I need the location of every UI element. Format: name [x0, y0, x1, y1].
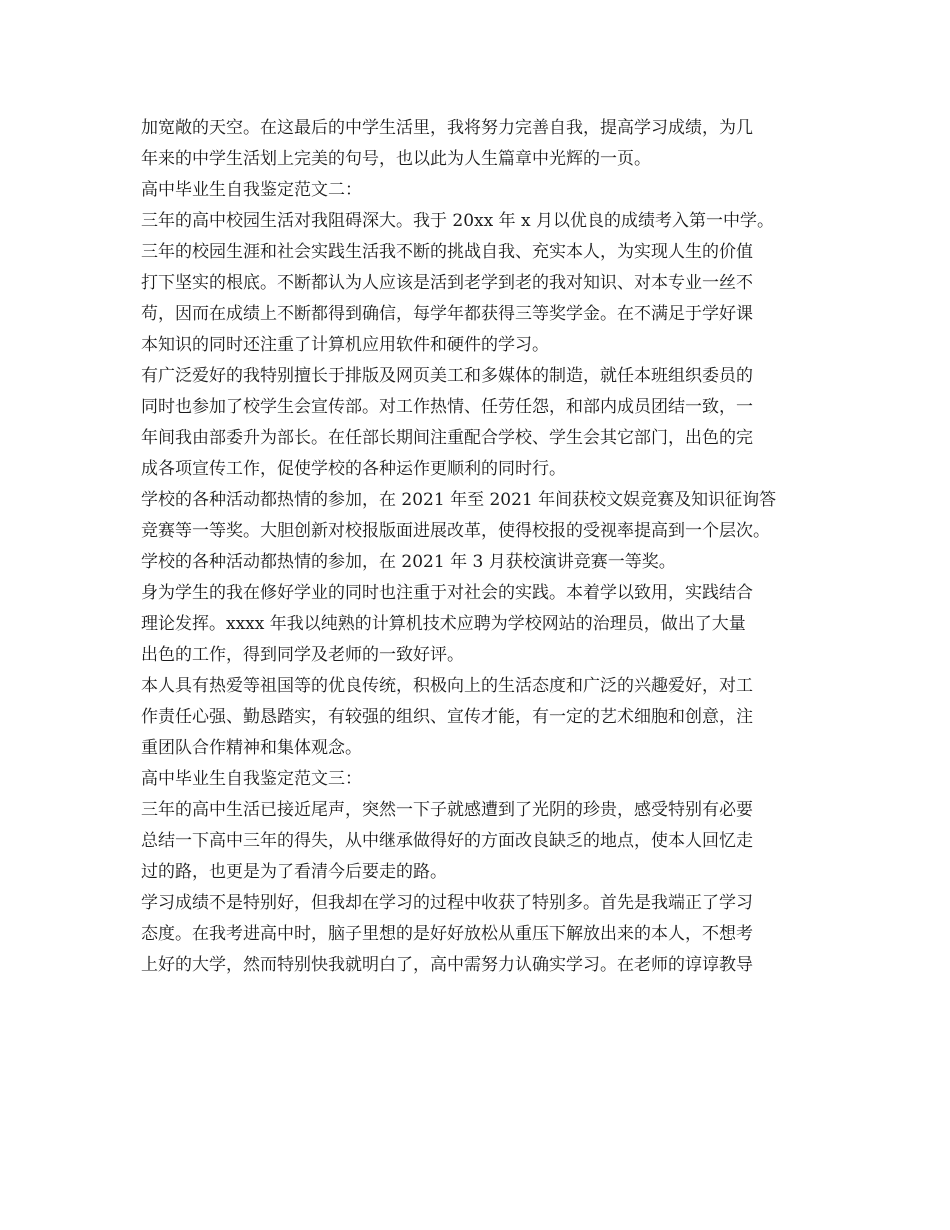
text-line: 三年的高中生活已接近尾声，突然一下子就感遭到了光阴的珍贵，感受特别有必要 [141, 800, 753, 820]
text-line: 竞赛等一等奖。大胆创新对校报版面进展改革，使得校报的受视率提高到一个层次。 [141, 521, 770, 541]
text-line: 成各项宣传工作，促使学校的各种运作更顺利的同时行。 [141, 459, 566, 479]
text-line: 总结一下高中三年的得失，从中继承做得好的方面改良缺乏的地点，使本人回忆走 [141, 831, 753, 851]
text-line: 年来的中学生活划上完美的句号，也以此为人生篇章中光辉的一页。 [141, 149, 651, 169]
text-line: 学校的各种活动都热情的参加，在 2021 年至 2021 年间获校文娱竞赛及知识征询答 [141, 490, 777, 510]
text-line: 重团队合作精神和集体观念。 [141, 738, 362, 758]
text-line: 上好的大学，然而特别快我就明白了，高中需努力认确实学习。在老师的谆谆教导 [141, 955, 753, 975]
document-body [141, 113, 841, 981]
section-heading: 高中毕业生自我鉴定范文二： [141, 180, 362, 200]
text-line: 本人具有热爱等祖国等的优良传统，积极向上的生活态度和广泛的兴趣爱好，对工 [141, 676, 753, 696]
text-line: 加宽敞的天空。在这最后的中学生活里，我将努力完善自我，提高学习成绩，为几 [141, 118, 753, 138]
text-line: 年间我由部委升为部长。在任部长期间注重配合学校、学生会其它部门，出色的完 [141, 428, 753, 448]
text-line: 有广泛爱好的我特别擅长于排版及网页美工和多媒体的制造，就任本班组织委员的 [141, 366, 753, 386]
text-line: 过的路，也更是为了看清今后要走的路。 [141, 862, 447, 882]
text-line: 同时也参加了校学生会宣传部。对工作热情、任劳任怨，和部内成员团结一致，一 [141, 397, 753, 417]
text-line: 身为学生的我在修好学业的同时也注重于对社会的实践。本着学以致用，实践结合 [141, 583, 753, 603]
text-line: 三年的高中校园生活对我阻碍深大。我于 20xx 年 x 月以优良的成绩考入第一中学。 [141, 211, 775, 231]
text-line: 苟，因而在成绩上不断都得到确信，每学年都获得三等奖学金。在不满足于学好课 [141, 304, 753, 324]
section-heading: 高中毕业生自我鉴定范文三： [141, 769, 362, 789]
text-line: 打下坚实的根底。不断都认为人应该是活到老学到老的我对知识、对本专业一丝不 [141, 273, 753, 293]
text-line: 出色的工作，得到同学及老师的一致好评。 [141, 645, 464, 665]
text-line: 态度。在我考进高中时，脑子里想的是好好放松从重压下解放出来的本人，不想考 [141, 924, 753, 944]
text-line: 学习成绩不是特别好，但我却在学习的过程中收获了特别多。首先是我端正了学习 [141, 893, 753, 913]
text-line: 三年的校园生涯和社会实践生活我不断的挑战自我、充实本人，为实现人生的价值 [141, 242, 753, 262]
text-line: 理论发挥。xxxx 年我以纯熟的计算机技术应聘为学校网站的治理员，做出了大量 [141, 614, 746, 634]
text-line: 本知识的同时还注重了计算机应用软件和硬件的学习。 [141, 335, 549, 355]
text-line: 作责任心强、勤恳踏实，有较强的组织、宣传才能，有一定的艺术细胞和创意，注 [141, 707, 753, 727]
text-line: 学校的各种活动都热情的参加，在 2021 年 3 月获校演讲竞赛一等奖。 [141, 552, 676, 572]
